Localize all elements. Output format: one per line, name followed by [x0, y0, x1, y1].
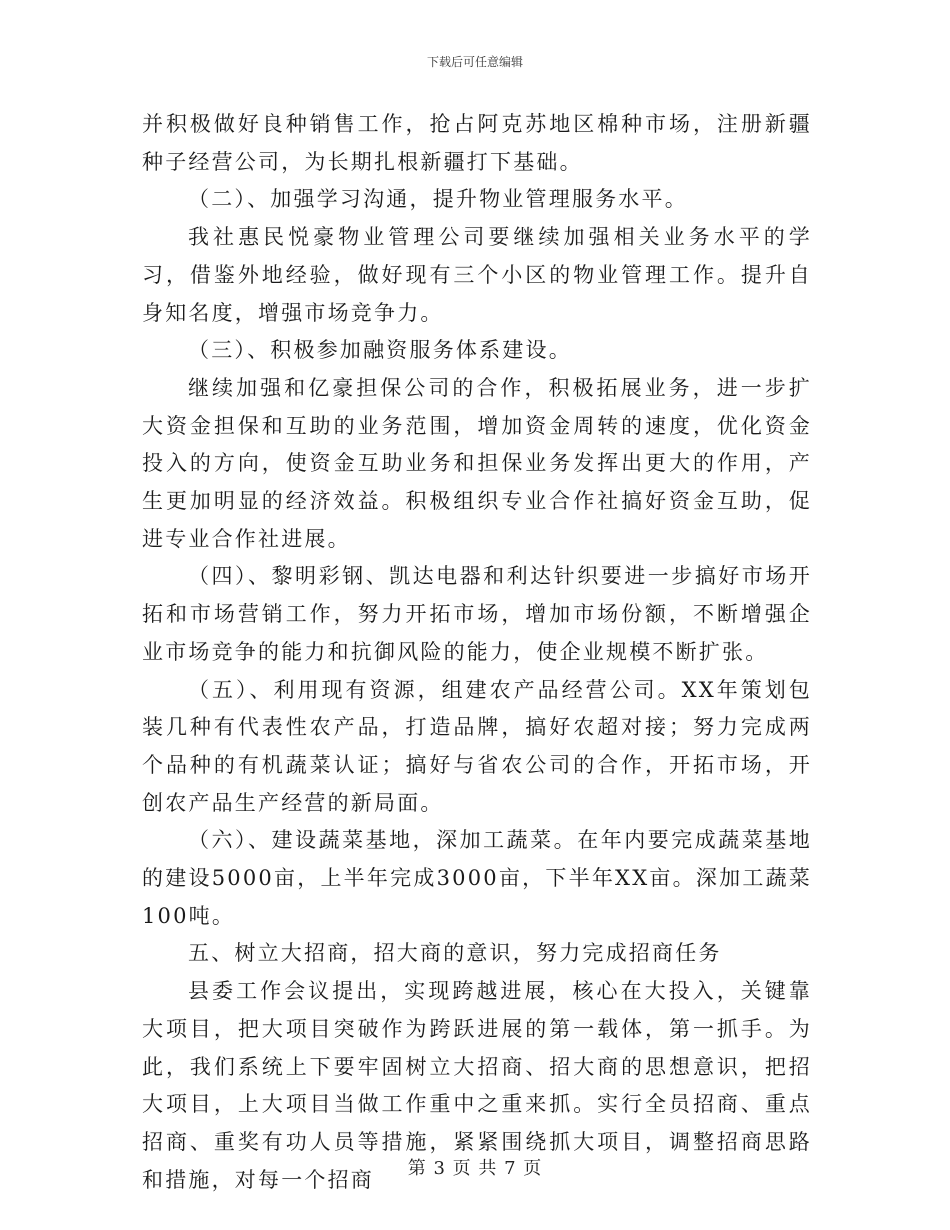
paragraph: 我社惠民悦豪物业管理公司要继续加强相关业务水平的学习，借鉴外地经验，做好现有三个小区的物业管理工作。提升自身知名度，增强市场竞争力。	[142, 225, 812, 325]
section-paragraph-4: （四）、黎明彩钢、凯达电器和利达针织要进一步搞好市场开拓和市场营销工作，努力开拓市场，增加市场份额，不断增强企业市场竞争的能力和抗御风险的能力，使企业规模不断扩张。	[142, 564, 812, 664]
section-paragraph-5: （五）、利用现有资源，组建农产品经营公司。XX年策划包装几种有代表性农产品，打造品牌，搞好农超对接；努力完成两个品种的有机蔬菜认证；搞好与省农公司的合作，开拓市场，开创农产品生产经营的新局面。	[142, 677, 812, 815]
section-paragraph-6: （六）、建设蔬菜基地，深加工蔬菜。在年内要完成蔬菜基地的建设5000亩，上半年完成3000亩，下半年XX亩。深加工蔬菜100吨。	[142, 828, 812, 928]
document-body	[142, 106, 812, 1199]
paragraph: 继续加强和亿豪担保公司的合作，积极拓展业务，进一步扩大资金担保和互助的业务范围，增加资金周转的速度，优化资金投入的方向，使资金互助业务和担保业务发挥出更大的作用，产生更加明显的经济效益。积极组织专业合作社搞好资金互助，促进专业合作社进展。	[142, 375, 812, 551]
section-heading-2: （二）、加强学习沟通，提升物业管理服务水平。	[188, 187, 688, 212]
page-number: 第 3 页 共 7 页	[407, 1158, 543, 1179]
paragraph-continued: 并积极做好良种销售工作，抢占阿克苏地区棉种市场，注册新疆种子经营公司，为长期扎根新疆打下基础。	[142, 112, 812, 174]
section-heading-3: （三）、积极参加融资服务体系建设。	[188, 338, 572, 363]
page-header: 下载后可任意编辑	[426, 55, 523, 69]
section-heading-five: 五、树立大招商，招大商的意识，努力完成招商任务	[188, 941, 722, 966]
paragraph: 县委工作会议提出，实现跨越进展，核心在大投入，关键靠大项目，把大项目突破作为跨跃进展的第一载体，第一抓手。为此，我们系统上下要牢固树立大招商、招大商的思想意识，把招大项目，上大项目当做工作重中之重来抓。实行全员招商、重点招商、重奖有功人员等措施，紧紧围绕抓大项目，调整招商思路和措施，对每一个招商	[142, 979, 812, 1192]
